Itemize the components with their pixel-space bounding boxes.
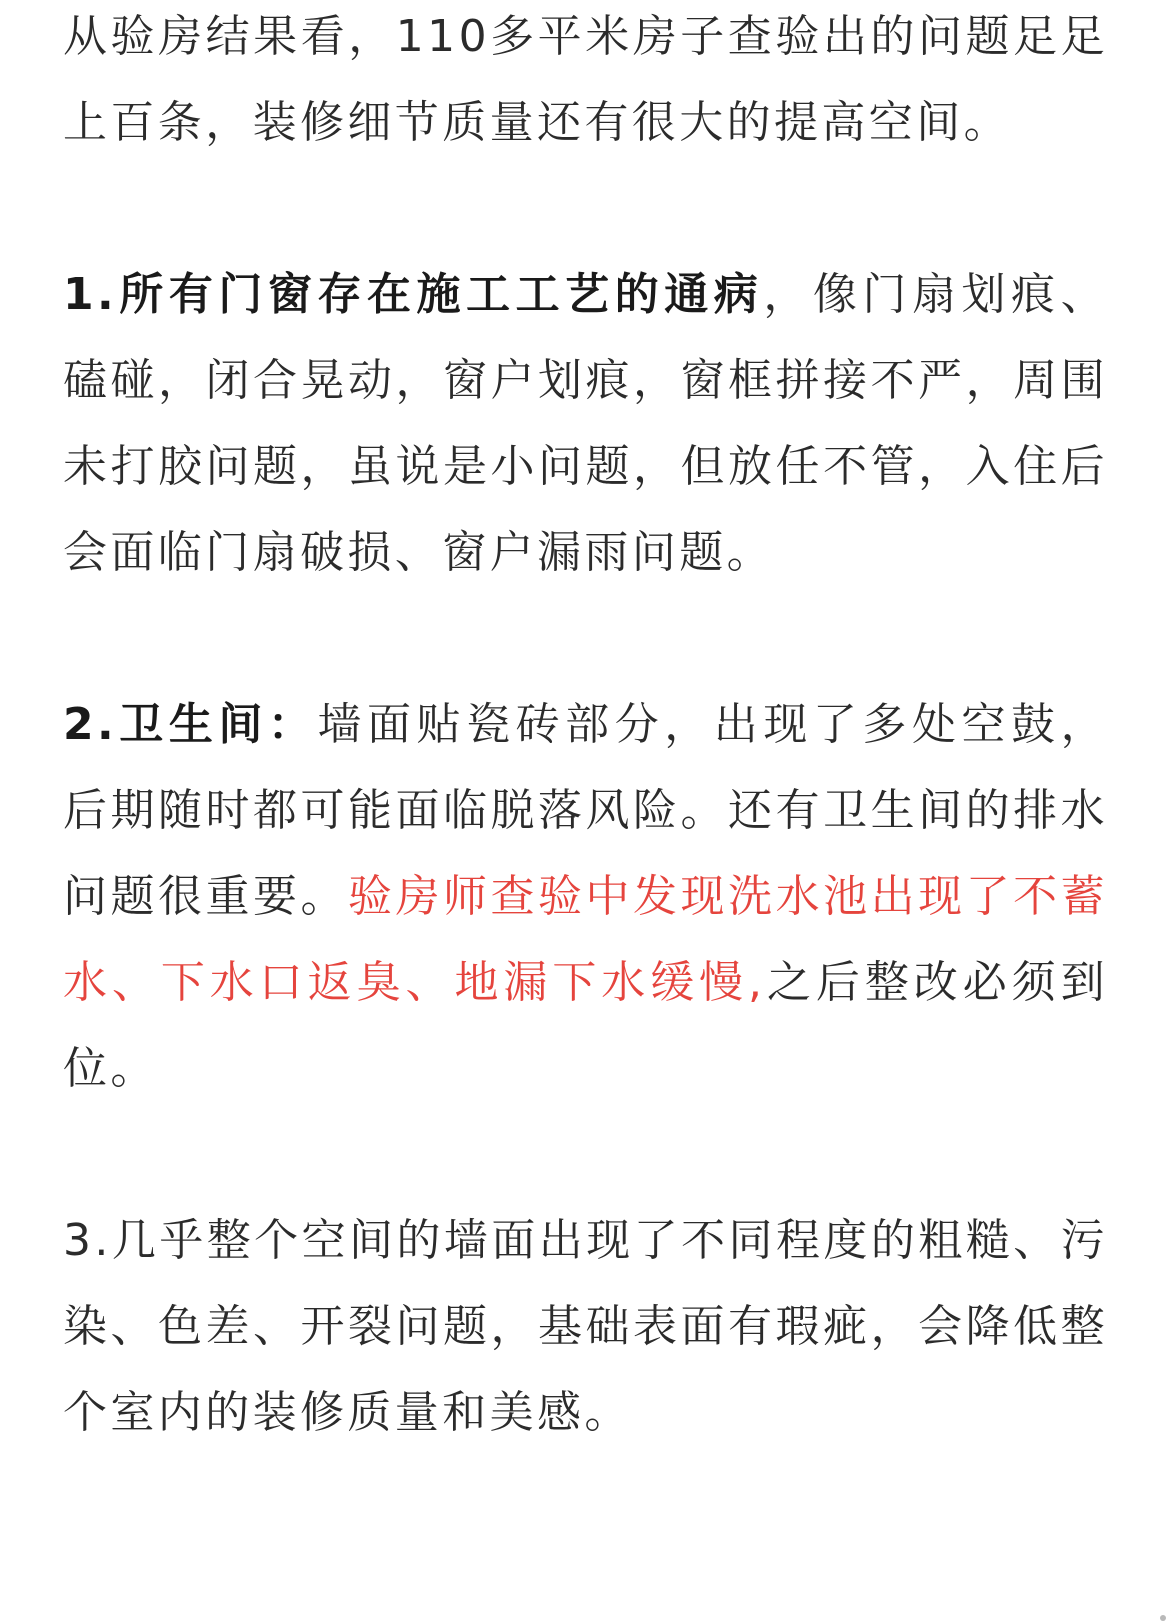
corner-dot [1160,1615,1166,1621]
item-2-paragraph [63,682,1108,1112]
item-3-text: 3.几乎整个空间的墙面出现了不同程度的粗糙、污染、色差、开裂问题，基础表面有瑕疵，会降低整个室内的装修质量和美感。 [63,1215,1108,1438]
intro-text: 从验房结果看，110多平米房子查验出的问题足足上百条，装修细节质量还有很大的提高空间。 [63,11,1108,148]
item-3-paragraph [63,1198,1108,1456]
item-2-heading: 2.卫生间： [63,699,318,750]
item-2-body: 墙面贴瓷砖部分，出现了多处空鼓，后期随时都可能面临脱落风险。还有卫生间的排水问题很重要。 [63,699,1108,922]
item-1-heading: 1.所有门窗存在施工工艺的通病 [63,269,764,320]
item-1-body: ，像门扇划痕、磕碰，闭合晃动，窗户划痕，窗框拼接不严，周围未打胶问题，虽说是小问题，但放任不管，入住后会面临门扇破损、窗户漏雨问题。 [63,269,1108,578]
article-body [63,0,1108,1456]
item-1-paragraph [63,252,1108,596]
intro-paragraph [63,0,1108,166]
item-2-tail: 之后整改必须到位。 [63,957,1108,1094]
item-2-highlight: 验房师查验中发现洗水池出现了不蓄水、下水口返臭、地漏下水缓慢, [63,871,1108,1008]
